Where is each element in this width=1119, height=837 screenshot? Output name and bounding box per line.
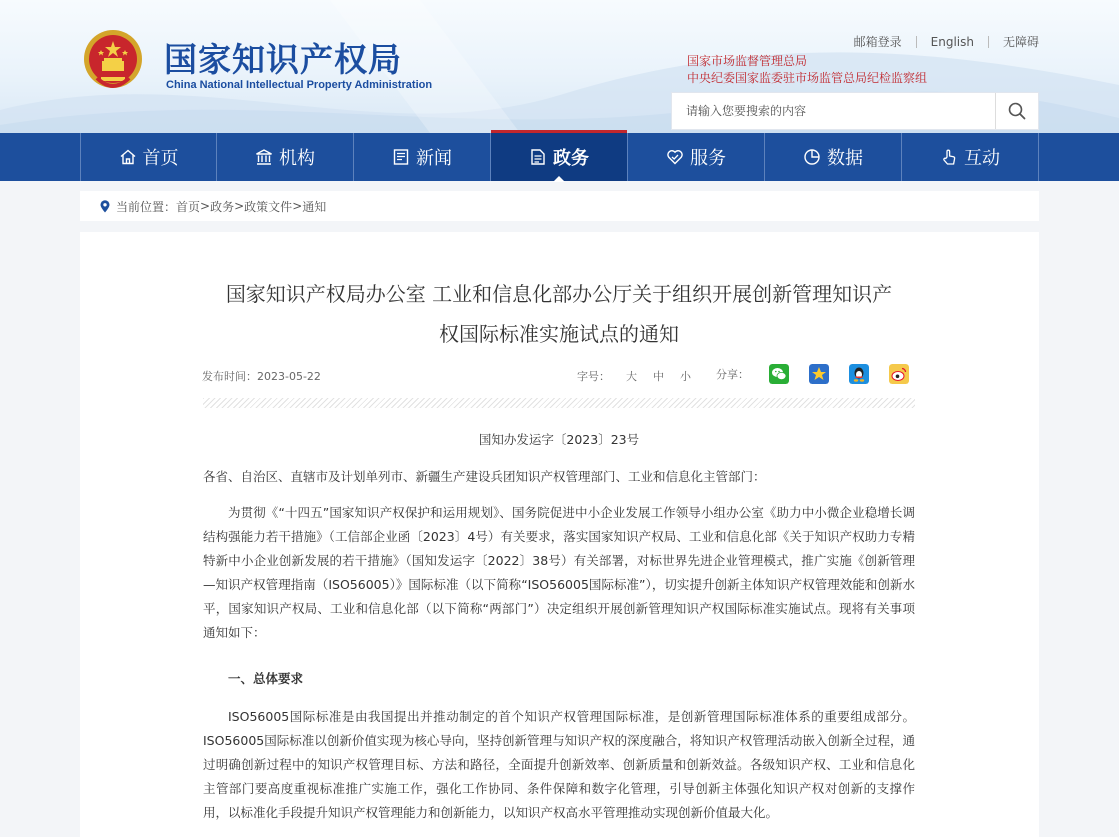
national-emblem-icon [83,28,143,94]
breadcrumb [80,191,1039,221]
nav-item-label: 新闻 [416,148,452,169]
discipline-inspection-link[interactable]: 中央纪委国家监委驻市场监管总局纪检监察组 [687,71,928,85]
breadcrumb-item-home[interactable]: 首页 [176,199,201,214]
search-button[interactable] [995,93,1038,129]
home-icon [119,148,137,166]
breadcrumb-prefix: 当前位置： [116,199,177,214]
weibo-icon[interactable] [889,364,909,384]
nav-item-institution[interactable] [217,133,354,181]
site-subtitle: China National Intellectual Property Administration [166,79,433,91]
nav-item-service[interactable] [628,133,765,181]
publish-date-value: 2023-05-22 [257,370,321,383]
breadcrumb-separator: > [234,199,245,213]
nav-item-label: 政务 [553,148,589,169]
nav-item-label: 机构 [279,148,315,169]
site-header [0,0,1119,133]
breadcrumb-separator: > [200,199,211,213]
main-nav [0,133,1119,181]
data-icon [803,148,821,166]
nav-item-news[interactable] [354,133,491,181]
font-size-large[interactable]: 大 [626,370,637,383]
breadcrumb-separator: > [292,199,303,213]
nav-item-label: 服务 [690,148,726,169]
nav-item-data[interactable] [765,133,902,181]
share-label: 分享： [716,368,749,381]
document-number: 国知办发运字〔2023〕23号 [478,432,640,447]
article-panel [80,232,1039,837]
font-size-small[interactable]: 小 [680,370,691,383]
article-title [203,274,915,354]
site-title[interactable]: 国家知识产权局 [164,40,402,79]
service-icon [666,148,684,166]
font-size-label: 字号： [577,370,610,383]
font-size-switcher [577,368,707,384]
breadcrumb-item-notice[interactable]: 通知 [302,199,327,214]
wechat-icon[interactable] [769,364,789,384]
article-title-line: 权国际标准实施试点的通知 [439,322,679,346]
search-icon [1008,102,1026,120]
publish-label: 发布时间： [202,370,257,383]
institution-icon [255,148,273,166]
qzone-icon[interactable] [809,364,829,384]
interact-icon [940,148,958,166]
search-input[interactable] [672,93,995,129]
nav-item-home[interactable] [80,133,217,181]
recipients: 各省、自治区、直辖市及计划单列市、新疆生产建设兵团知识产权管理部门、工业和信息化主管部门： [203,469,766,484]
font-size-medium[interactable]: 中 [653,370,664,383]
top-links [840,33,1039,50]
nav-item-government[interactable] [491,133,628,181]
english-link[interactable]: English [930,34,974,49]
government-icon [529,148,547,166]
breadcrumb-item-government[interactable]: 政务 [210,199,235,214]
nav-item-label: 互动 [964,148,1000,169]
mailbox-login-link[interactable]: 邮箱登录 [853,35,902,49]
article-paragraph: ISO56005国际标准是由我国提出并推动制定的首个知识产权管理国际标准，是创新管理国际标准体系的重要组成部分。ISO56005国际标准以创新价值实现为核心导向，坚持创新管理与知识产权的深度融合，将知识产权管理活动嵌入创新全过程，通过明确创新过程中的知识产权管理目标、方法和路径，全面提升创新效率、创新质量和创新效益。各级知识产权、工业和信息化主管部门要高度重视标准推广实施工作，强化工作协同、条件保障和数字化管理，引导创新主体强化知识产权对创新的支撑作用，以标准化手段提升知识产权管理能力和创新能力，以知识产权高水平管理推动实现创新价值最大化。 [203,709,915,820]
nav-item-label: 首页 [142,148,179,169]
share-bar [716,364,909,384]
nav-item-label: 数据 [827,148,863,169]
accessibility-link[interactable]: 无障碍 [1002,35,1039,49]
article-divider [203,398,915,408]
samr-link[interactable]: 国家市场监督管理总局 [687,54,808,68]
breadcrumb-item-policy[interactable]: 政策文件 [244,199,293,214]
location-pin-icon [100,200,110,213]
section-heading: 一、总体要求 [228,671,304,686]
search-box [671,92,1039,130]
news-icon [392,148,410,166]
article-title-line: 国家知识产权局办公室 工业和信息化部办公厅关于组织开展创新管理知识产 [225,282,893,306]
qq-icon[interactable] [849,364,869,384]
nav-item-interact[interactable] [902,133,1039,181]
publish-date [202,368,321,384]
article-paragraph: 为贯彻《“十四五”国家知识产权保护和运用规划》、国务院促进中小企业发展工作领导小组办公室《助力中小微企业稳增长调结构强能力若干措施》（工信部企业函〔2023〕4号）有关要求，落实国家知识产权局、工业和信息化部《关于知识产权助力专精特新中小企业创新发展的若干措施》（国知发运字〔2022〕38号）有关部署，对标世界先进企业管理模式，推广实施《创新管理—知识产权管理指南（ISO56005）》国际标准（以下简称“ISO56005国际标准”），切实提升创新主体知识产权管理效能和创新水平，国家知识产权局、工业和信息化部（以下简称“两部门”）决定组织开展创新管理知识产权国际标准实施试点。现将有关事项通知如下： [203,505,915,640]
